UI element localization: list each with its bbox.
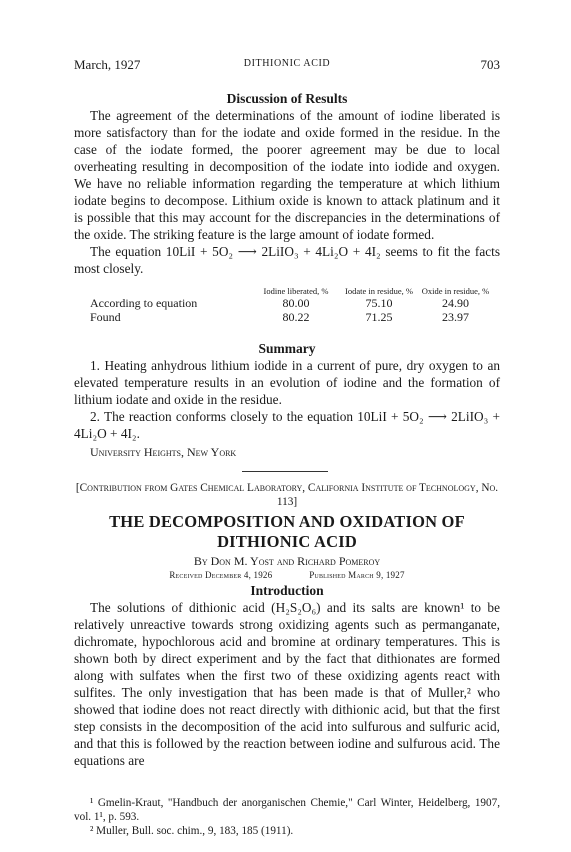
discussion-paragraph: The agreement of the determinations of the amount of iodine liberated is more satisfactory than for the iodate and oxide formed in the residue. In the case of the iodate formed, the poorer agreement may be due to local overheating resulting in decomposition of the iodate into iodide and oxygen. We have no reliable information regarding the temperature at which lithium iodate begins to decompose. Lithium oxide is known to attack platinum and it is possible that this may account for the discrepancies in the determinations of the oxide. The striking feature is the large amount of iodate formed.: [74, 108, 500, 242]
column-header: Iodine liberated, %: [263, 286, 329, 296]
table-cell: 80.22: [282, 310, 310, 324]
contribution-note: [Contribution from Gates Chemical Laboratory, California Institute of Technology, No. 113]: [75, 482, 499, 508]
received-date: Received December 4, 1926: [169, 570, 273, 580]
row-label: Found: [90, 310, 121, 324]
table-header-row: [90, 287, 494, 296]
table-cell: 24.90: [442, 296, 469, 310]
table-cell: 23.97: [442, 310, 469, 324]
table-corner: [90, 287, 251, 296]
equation-sentence: The equation 10LiI + 5O₂ ⟶ 2LiIO₃ + 4Li₂O + 4I₂ seems to fit the facts most closely.: [74, 244, 500, 276]
discussion-heading: Discussion of Results: [226, 91, 348, 106]
article-dates: [74, 570, 500, 580]
introduction-paragraph: The solutions of dithionic acid (H₂S₂O₆) and its salts are known¹ to be relatively unreactive towards strong oxidizing agents such as permanganate, dichromate, hypochlorous acid and bromine at ordinary temperatures. This is shown both by direct experiment and by the fact that dithionates are formed along with sulfates when the first two of these oxidizing agents react with sulfites. The only investigation that has been made is that of Muller,² who showed that iodine does not react directly with dithionic acid, but that the first step consists in the decomposition of the acid into sulfurous and sulfuric acid, and that this is followed by the reaction between iodine and sulfurous acid. The equations are: [74, 600, 500, 768]
column-header: Oxide in residue, %: [421, 286, 490, 296]
article-title: THE DECOMPOSITION AND OXIDATION OF DITHIONIC ACID: [109, 512, 465, 551]
next-article: [74, 481, 500, 769]
running-header: [74, 57, 500, 73]
row-label: According to equation: [90, 296, 198, 310]
discussion-section: [74, 90, 500, 277]
results-table: [90, 287, 494, 324]
running-title: DITHIONIC ACID: [243, 58, 331, 69]
table-cell: 80.00: [282, 296, 310, 310]
section-divider: [242, 471, 328, 472]
footnotes: [74, 796, 500, 838]
summary-item-2: 2. The reaction conforms closely to the equation 10LiI + 5O₂ ⟶ 2LiIO₃ + 4Li₂O + 4I₂.: [74, 409, 500, 441]
affiliation: University Heights, New York: [90, 445, 237, 459]
summary-heading: Summary: [258, 341, 316, 356]
summary-item-1: 1. Heating anhydrous lithium iodide in a current of pure, dry oxygen to an elevated temperature results in an evolution of iodine and the formation of lithium iodate and oxide in the residue.: [74, 358, 500, 407]
published-date: Published March 9, 1927: [309, 570, 405, 580]
table-row: [90, 310, 494, 324]
introduction-heading: Introduction: [250, 583, 324, 598]
author-byline: By Don M. Yost and Richard Pomeroy: [193, 554, 381, 568]
footnote-1: ¹ Gmelin-Kraut, "Handbuch der anorganischen Chemie," Carl Winter, Heidelberg, 1907, vol. 1¹, p. 593.: [74, 797, 500, 823]
issue-date: March, 1927: [74, 57, 141, 72]
footnote-2: ² Muller, Bull. soc. chim., 9, 183, 185 (1911).: [90, 825, 294, 837]
table-row: [90, 296, 494, 310]
column-header: Iodate in residue, %: [345, 286, 413, 296]
summary-section: [74, 340, 500, 461]
table-cell: 71.25: [365, 310, 393, 324]
page-number: 703: [480, 57, 500, 72]
table-cell: 75.10: [365, 296, 393, 310]
